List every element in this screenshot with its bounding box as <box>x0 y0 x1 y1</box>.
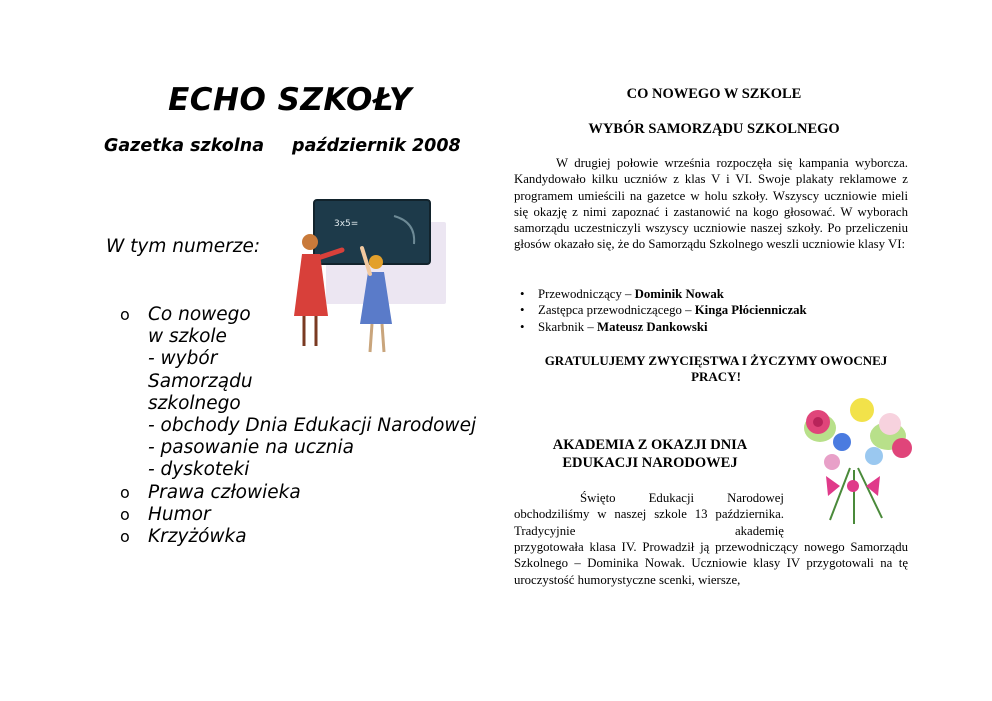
toc-item-label: Co nowego <box>148 304 251 325</box>
toc-bullet: o <box>120 527 130 547</box>
yellow-flower <box>850 398 874 422</box>
officer-role: Skarbnik – <box>538 319 598 334</box>
teacher-legs <box>304 316 316 346</box>
pink-flower <box>879 413 901 435</box>
akademia-title: AKADEMIA Z OKAZJI DNIA EDUKACJI NARODOWEJ <box>552 437 748 471</box>
toc-item <box>120 371 476 393</box>
subtitle-label: Gazetka szkolna <box>104 136 265 156</box>
toc-item <box>120 526 476 548</box>
newsletter-title: ECHO SZKOŁY <box>168 82 412 118</box>
toc-item-label: - wybór <box>148 348 218 370</box>
bouquet-stems <box>830 468 882 524</box>
toc-item-label: - obchody Dnia Edukacji Narodowej <box>148 415 477 437</box>
blackboard-text: 3x5= <box>334 219 359 229</box>
akademia-body-intro: Święto Edukacji Narodowej obchodziliśmy w naszej szkole 13 października. Tradycyjnie akademię <box>514 491 784 538</box>
article-title: WYBÓR SAMORZĄDU SZKOLNEGO <box>588 121 840 137</box>
pupil-head <box>369 255 383 269</box>
list-item <box>514 319 807 335</box>
officer-name: Dominik Nowak <box>634 287 724 301</box>
rose <box>892 438 912 458</box>
toc-bullet: o <box>120 482 130 502</box>
officer-list <box>514 286 807 335</box>
rose-center <box>813 417 823 427</box>
officer-role: Przewodniczący – <box>538 287 635 301</box>
toc-item-label: - dyskoteki <box>148 459 250 481</box>
officer-name: Mateusz Dankowski <box>597 319 708 334</box>
toc-item-label: Humor <box>148 503 211 525</box>
blue-flower <box>865 447 883 465</box>
issue-date: październik 2008 <box>292 136 461 156</box>
flower-bouquet-illustration <box>790 388 920 528</box>
list-item <box>514 286 807 302</box>
pink-flower <box>824 454 840 470</box>
section-title: CO NOWEGO W SZKOLE <box>626 86 802 102</box>
toc-item <box>120 393 476 415</box>
toc-item-label: Samorządu <box>148 370 253 392</box>
toc-item-label: Krzyżówka <box>148 526 247 548</box>
blue-flower <box>833 433 851 451</box>
ribbon-knot <box>847 480 859 492</box>
toc-bullet: o <box>120 504 130 524</box>
classroom-illustration <box>276 196 456 356</box>
teacher-head <box>302 234 318 250</box>
newsletter-subtitle <box>104 136 484 156</box>
congratulations-text: GRATULUJEMY ZWYCIĘSTWA I ŻYCZYMY OWOCNEJ PRACY! <box>544 353 888 384</box>
akademia-body: przygotowała klasa IV. Prowadził ją przewodniczący nowego Samorządu Szkolnego – Dominika Nowak. Uczniowie klasy IV przygotowali na tę uroczystość humorystyczne scenki, wiersze, <box>514 540 908 587</box>
list-item <box>514 302 807 318</box>
toc-item <box>120 459 476 481</box>
toc-heading: W tym numerze: <box>106 236 261 257</box>
toc-bullet: o <box>120 305 130 324</box>
officer-name: Kinga Płócienniczak <box>694 303 807 318</box>
toc-item-label: szkolnego <box>148 392 241 414</box>
toc-item <box>120 482 476 504</box>
toc-item-label: w szkole <box>148 326 227 348</box>
toc-item <box>120 504 476 526</box>
toc-item-label: - pasowanie na ucznia <box>148 437 354 459</box>
article-body: W drugiej połowie września rozpoczęła się kampania wyborcza. Kandydowało kilku uczniów z klas V i VI. Swoje plakaty reklamowe z programem umieścili na gazetce w holu szkoły. Wszyscy uczniowie mieli się okazję z nimi zapoznać i zastanowić na kogo głosować. W wyborach samorządu uczestniczyli wszyscy uczniowie naszej szkoły. Po przeliczeniu głosów okazało się, że do Samorządu Szkolnego weszli uczniowie klasy VI: <box>514 156 908 252</box>
toc-item <box>120 437 476 459</box>
pupil-legs <box>370 324 384 352</box>
toc-item <box>120 415 476 437</box>
officer-role: Zastępca przewodniczącego – <box>538 303 695 318</box>
toc-item-label: Prawa człowieka <box>148 481 301 503</box>
